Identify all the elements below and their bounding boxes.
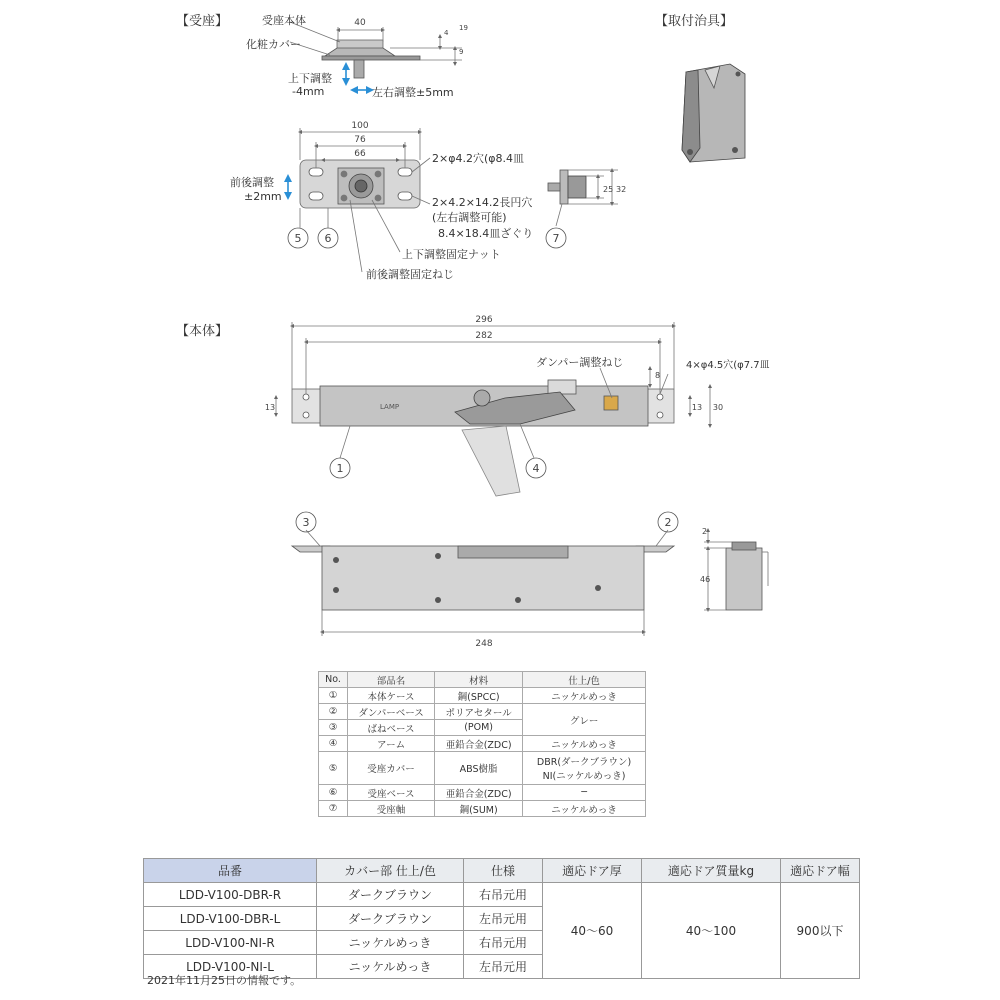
model-number: LDD-V100-NI-R bbox=[144, 931, 317, 955]
callout-5-label: 5 bbox=[294, 232, 302, 245]
model-table bbox=[143, 858, 860, 979]
part-finish bbox=[523, 752, 646, 785]
part-material: 鋼(SUM) bbox=[435, 801, 523, 817]
dim-66: 66 bbox=[354, 149, 366, 159]
dim-296: 296 bbox=[475, 315, 493, 325]
table-row bbox=[319, 704, 646, 720]
table-row bbox=[319, 688, 646, 704]
dim-30: 30 bbox=[712, 403, 724, 412]
model-header-thickness: 適応ドア厚 bbox=[543, 859, 642, 883]
part-material: 鋼(SPCC) bbox=[435, 688, 523, 704]
part-material: 亜鉛合金(ZDC) bbox=[435, 736, 523, 752]
table-row bbox=[319, 801, 646, 817]
part-name: 受座軸 bbox=[348, 801, 435, 817]
label-holes-2b: (左右調整可能) bbox=[432, 211, 507, 224]
parts-header-material: 材料 bbox=[435, 672, 523, 688]
door-weight: 40～100 bbox=[642, 883, 781, 979]
dim-4: 4 bbox=[444, 29, 449, 37]
label-front-back-adj-val: ±2mm bbox=[244, 190, 282, 203]
model-spec: 右吊元用 bbox=[464, 883, 543, 907]
part-no: ④ bbox=[319, 736, 348, 752]
part-no: ① bbox=[319, 688, 348, 704]
part-finish: ニッケルめっき bbox=[523, 736, 646, 752]
part-finish-line2: NI(ニッケルめっき) bbox=[542, 771, 626, 782]
part-no: ③ bbox=[319, 720, 348, 736]
model-spec: 左吊元用 bbox=[464, 955, 543, 979]
label-lateral-adj: 左右調整±5mm bbox=[372, 86, 454, 99]
model-header-width: 適応ドア幅 bbox=[781, 859, 860, 883]
model-color: ダークブラウン bbox=[317, 907, 464, 931]
callout-1-label: 1 bbox=[336, 462, 344, 475]
label-screw: 前後調整固定ねじ bbox=[366, 268, 454, 281]
dim-8: 8 bbox=[655, 371, 661, 380]
part-name: アーム bbox=[348, 736, 435, 752]
dim-13-right: 13 bbox=[691, 403, 703, 412]
label-holes-2: 2×4.2×14.2長円穴 bbox=[432, 196, 533, 209]
part-name: 受座カバー bbox=[348, 752, 435, 785]
callout-2-label: 2 bbox=[664, 516, 672, 529]
part-finish: グレー bbox=[523, 704, 646, 736]
model-color: ダークブラウン bbox=[317, 883, 464, 907]
part-name: ダンパーベース bbox=[348, 704, 435, 720]
label-nut: 上下調整固定ナット bbox=[402, 248, 501, 261]
model-number: LDD-V100-DBR-L bbox=[144, 907, 317, 931]
parts-table bbox=[318, 671, 646, 817]
model-color: ニッケルめっき bbox=[317, 931, 464, 955]
model-number: LDD-V100-NI-L bbox=[144, 955, 317, 979]
door-thickness: 40～60 bbox=[543, 883, 642, 979]
dim-2: 2 bbox=[702, 527, 708, 536]
mounting-jig bbox=[682, 64, 745, 162]
receiver-shaft-view bbox=[548, 170, 618, 226]
model-header-weight: 適応ドア質量kg bbox=[642, 859, 781, 883]
info-date-note: 2021年11月25日の情報です。 bbox=[147, 974, 302, 987]
label-vertical-adj-val: -4mm bbox=[292, 85, 325, 98]
table-row bbox=[319, 785, 646, 801]
section-receiver: 【受座】 bbox=[176, 14, 229, 29]
dim-25: 25 bbox=[603, 185, 614, 194]
part-finish: ニッケルめっき bbox=[523, 801, 646, 817]
label-cover: 化粧カバー bbox=[246, 38, 301, 51]
label-receiver-body: 受座本体 bbox=[262, 14, 306, 27]
label-vertical-adj: 上下調整 bbox=[288, 72, 332, 85]
callout-6-label: 6 bbox=[324, 232, 332, 245]
door-width: 900以下 bbox=[781, 883, 860, 979]
dim-13-left: 13 bbox=[264, 403, 276, 412]
section-jig: 【取付治具】 bbox=[655, 14, 734, 29]
part-finish-line1: DBR(ダークブラウン) bbox=[536, 757, 632, 768]
dim-100: 100 bbox=[351, 121, 369, 131]
callout-7-label: 7 bbox=[552, 232, 560, 245]
dim-46: 46 bbox=[700, 575, 711, 584]
dim-19: 19 bbox=[459, 24, 468, 32]
dim-9: 9 bbox=[459, 48, 464, 56]
label-holes-1: 2×φ4.2穴(φ8.4皿 bbox=[432, 152, 525, 165]
brand-mark: LAMP bbox=[380, 403, 400, 411]
dim-32: 32 bbox=[616, 185, 627, 194]
label-damper-screw: ダンパー調整ねじ bbox=[536, 356, 624, 369]
part-material: ABS樹脂 bbox=[435, 752, 523, 785]
model-color: ニッケルめっき bbox=[317, 955, 464, 979]
dim-282: 282 bbox=[475, 331, 493, 341]
callout-3-label: 3 bbox=[302, 516, 310, 529]
label-front-back-adj: 前後調整 bbox=[230, 176, 274, 189]
body-front-view bbox=[292, 530, 674, 636]
part-material: (POM) bbox=[435, 720, 523, 736]
label-holes-2c: 8.4×18.4皿ざぐり bbox=[438, 227, 534, 240]
table-row bbox=[144, 883, 860, 907]
parts-header-name: 部品名 bbox=[348, 672, 435, 688]
part-finish: ニッケルめっき bbox=[523, 688, 646, 704]
model-spec: 右吊元用 bbox=[464, 931, 543, 955]
part-finish: ─ bbox=[523, 785, 646, 801]
dim-248: 248 bbox=[475, 639, 493, 649]
label-body-holes: 4×φ4.5穴(φ7.7皿 bbox=[686, 360, 770, 371]
model-header-spec: 仕様 bbox=[464, 859, 543, 883]
body-end-view bbox=[704, 530, 768, 610]
part-material: ポリアセタール bbox=[435, 704, 523, 720]
part-no: ⑤ bbox=[319, 752, 348, 785]
part-name: 本体ケース bbox=[348, 688, 435, 704]
model-header-model: 品番 bbox=[144, 859, 317, 883]
model-header-color: カバー部 仕上/色 bbox=[317, 859, 464, 883]
dim-76: 76 bbox=[354, 135, 366, 145]
table-row bbox=[319, 736, 646, 752]
callout-4-label: 4 bbox=[532, 462, 540, 475]
part-no: ⑦ bbox=[319, 801, 348, 817]
part-name: 受座ベース bbox=[348, 785, 435, 801]
model-spec: 左吊元用 bbox=[464, 907, 543, 931]
dim-40: 40 bbox=[354, 18, 366, 28]
parts-header-no: No. bbox=[319, 672, 348, 688]
parts-header-finish: 仕上/色 bbox=[523, 672, 646, 688]
part-material: 亜鉛合金(ZDC) bbox=[435, 785, 523, 801]
section-body: 【本体】 bbox=[176, 324, 229, 339]
table-row bbox=[319, 752, 646, 785]
model-number: LDD-V100-DBR-R bbox=[144, 883, 317, 907]
part-no: ② bbox=[319, 704, 348, 720]
part-no: ⑥ bbox=[319, 785, 348, 801]
part-name: ばねベース bbox=[348, 720, 435, 736]
